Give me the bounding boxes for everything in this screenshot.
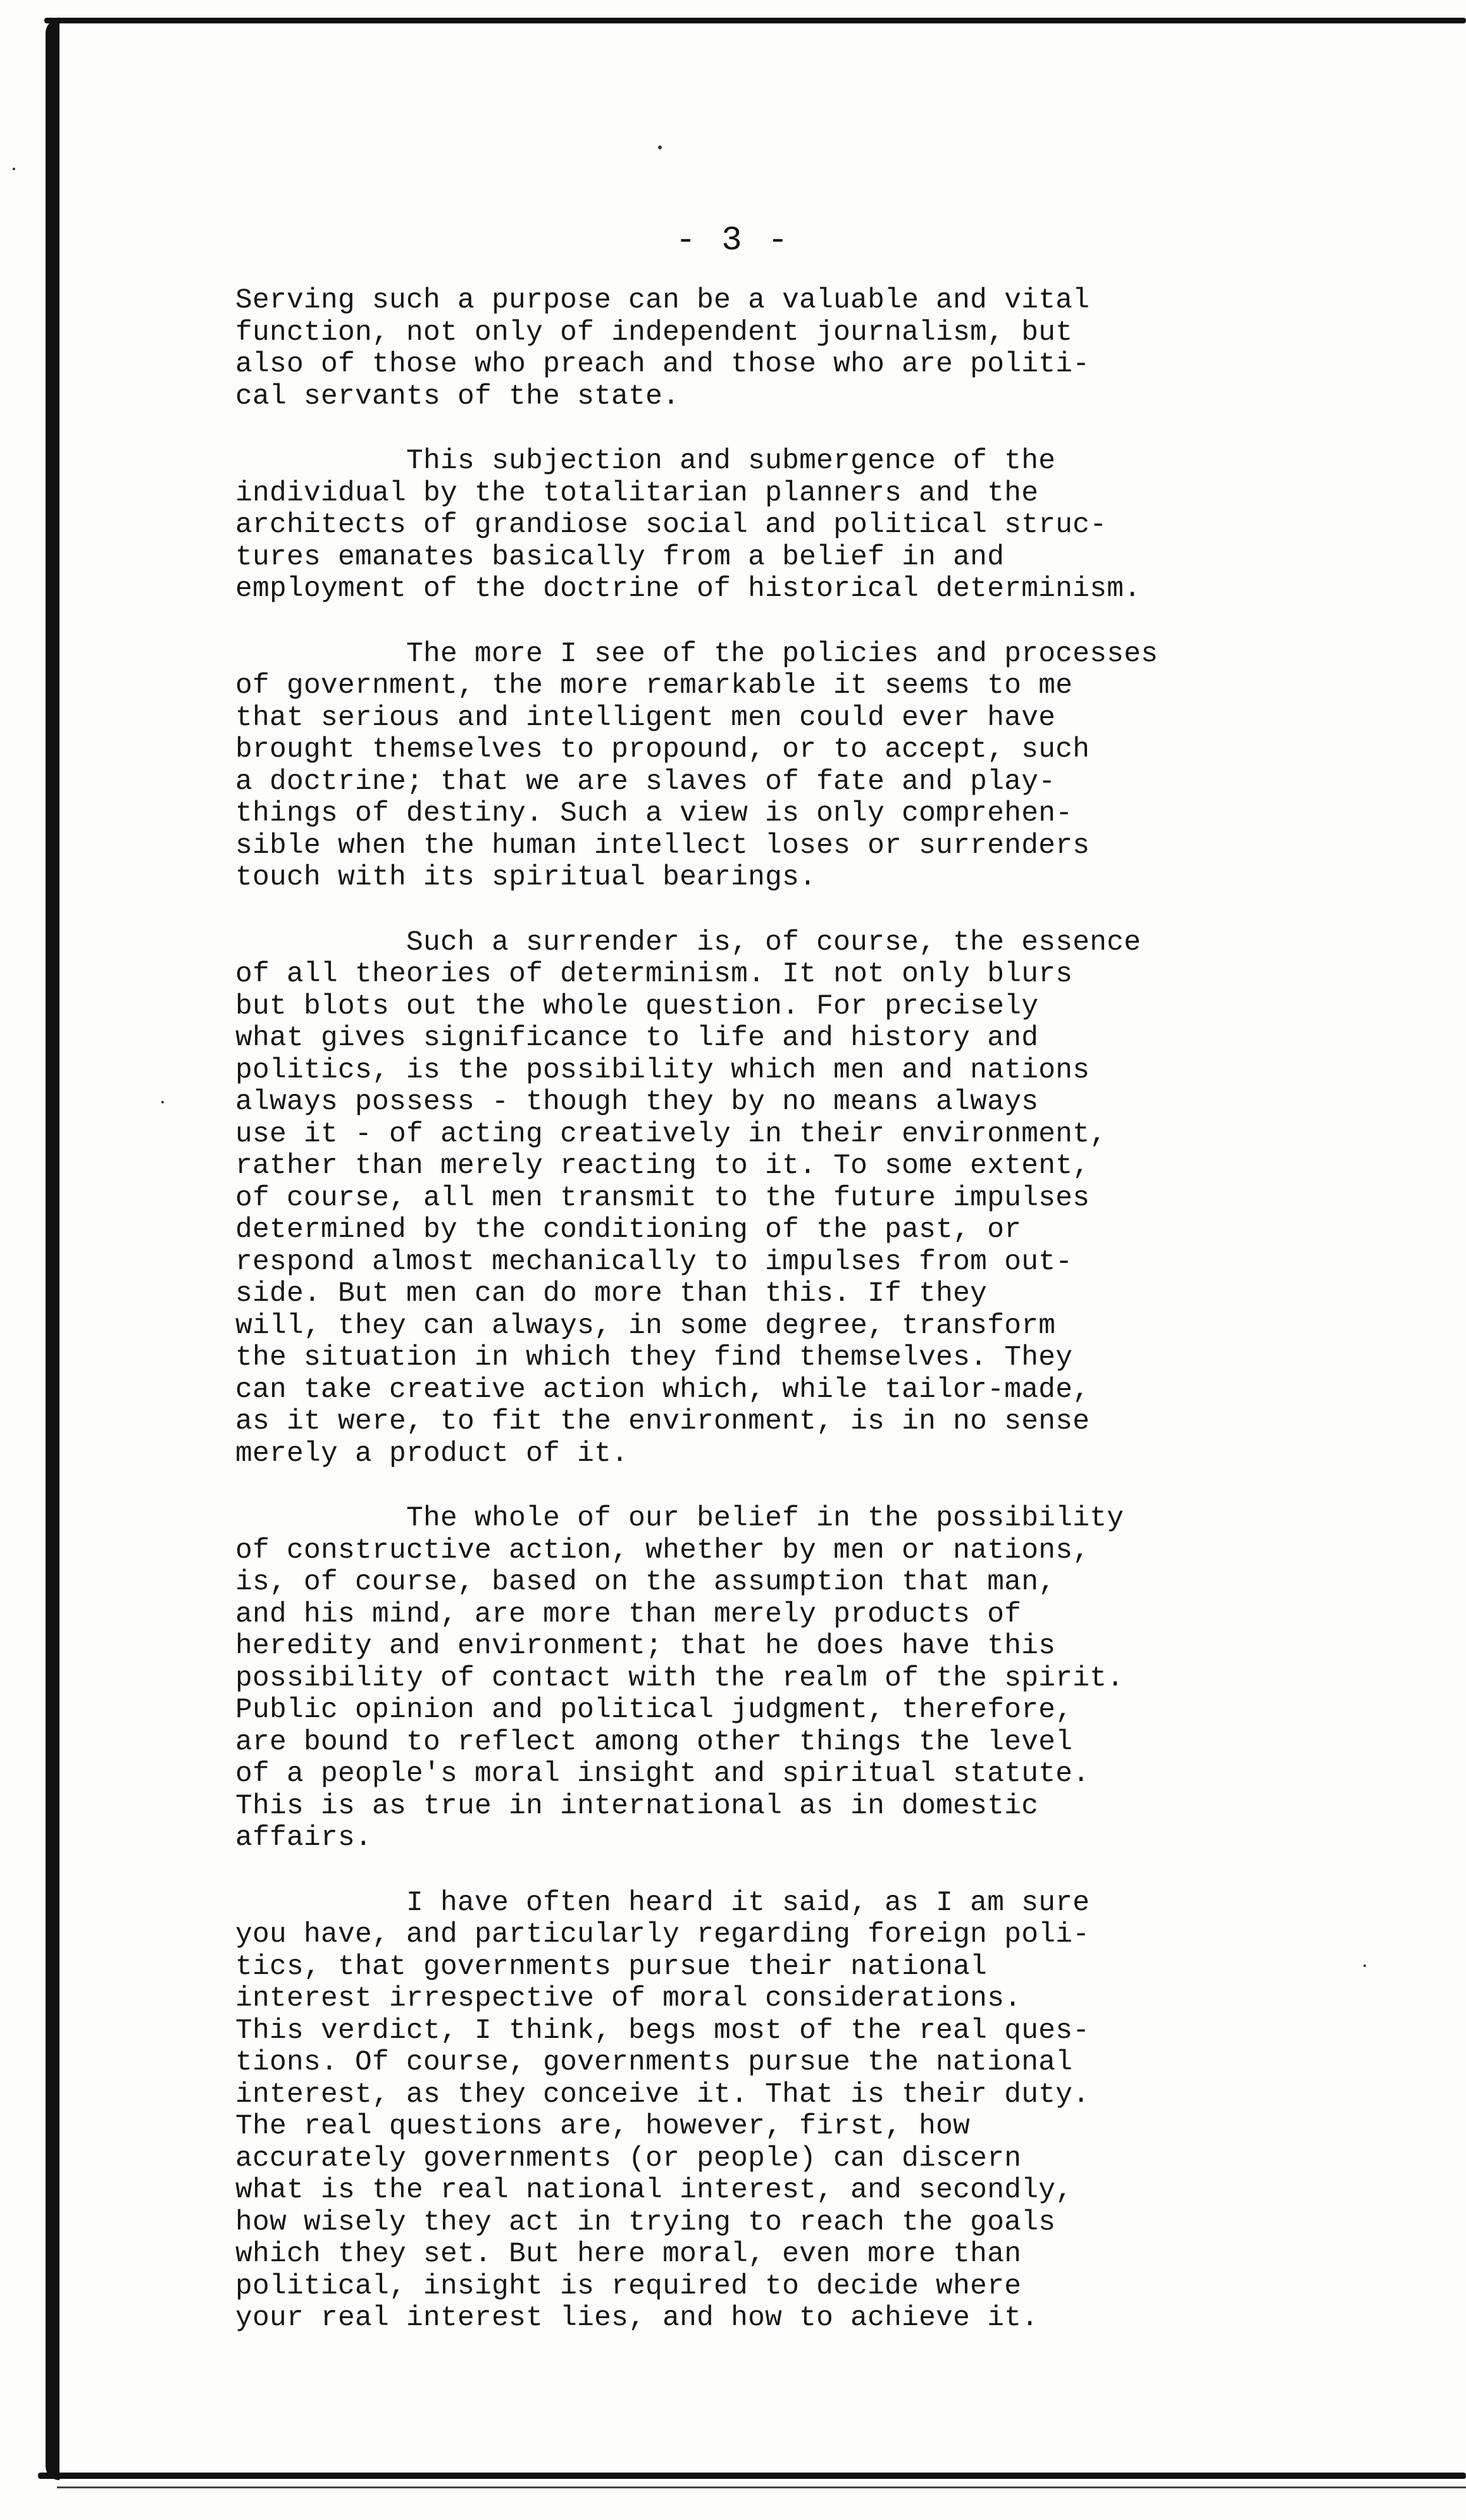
scan-speck — [13, 168, 15, 170]
text-line: interest irrespective of moral considerations. — [235, 1983, 1022, 2014]
text-line: politics, is the possibility which men and nations — [235, 1054, 1090, 1086]
scan-speck — [161, 1101, 164, 1103]
text-line: brought themselves to propound, or to accept, such — [235, 734, 1090, 766]
binder-spine — [46, 19, 59, 2480]
text-line: is, of course, based on the assumption that man, — [235, 1567, 1056, 1598]
text-line: Such a surrender is, of course, the essence — [235, 926, 1141, 959]
text-line: use it - of acting creatively in their environment, — [235, 1118, 1107, 1150]
text-line: sible when the human intellect loses or surrenders — [235, 829, 1090, 862]
text-line: cal servants of the state. — [235, 380, 680, 413]
scan-speck — [658, 146, 662, 149]
text-line: accurately governments (or people) can discern — [235, 2142, 1022, 2175]
text-line: touch with its spiritual bearings. — [235, 862, 817, 893]
text-line: function, not only of independent journalism, but — [235, 316, 1073, 349]
page-number: - 3 - — [675, 221, 791, 260]
body-text — [235, 285, 1273, 2368]
paragraph — [235, 927, 1273, 1470]
text-line: how wisely they act in trying to reach the goals — [235, 2206, 1056, 2238]
text-line: are bound to reflect among other things the level — [235, 1726, 1073, 1758]
text-line: I have often heard it said, as I am sure — [235, 1887, 1090, 1919]
paragraph — [235, 638, 1273, 894]
text-line: employment of the doctrine of historical determinism. — [235, 573, 1141, 605]
paragraph — [235, 285, 1273, 413]
text-line: Serving such a purpose can be a valuable and vital — [235, 285, 1090, 316]
text-line: the situation in which they find themselves. They — [235, 1342, 1073, 1374]
scan-speck — [1364, 1964, 1366, 1967]
text-line: individual by the totalitarian planners and the — [235, 477, 1039, 509]
text-line: a doctrine; that we are slaves of fate and play- — [235, 766, 1056, 798]
text-line: tics, that governments pursue their national — [235, 1951, 988, 1983]
binder-top-rule — [44, 18, 1466, 23]
text-line: architects of grandiose social and political struc- — [235, 509, 1107, 541]
text-line: as it were, to fit the environment, is in no sense — [235, 1406, 1090, 1437]
text-line: rather than merely reacting to it. To some extent, — [235, 1150, 1090, 1182]
paragraph — [235, 1503, 1273, 1854]
text-line: that serious and intelligent men could ever have — [235, 702, 1056, 734]
text-line: your real interest lies, and how to achieve it. — [235, 2302, 1039, 2334]
text-line: of a people's moral insight and spiritual statute. — [235, 1758, 1090, 1790]
text-line: possibility of contact with the realm of the spirit. — [235, 1662, 1124, 1694]
text-line: This is as true in international as in domestic — [235, 1790, 1039, 1822]
text-line: what gives significance to life and history and — [235, 1022, 1039, 1054]
text-line: but blots out the whole question. For precisely — [235, 990, 1039, 1022]
text-line: what is the real national interest, and secondly, — [235, 2175, 1073, 2206]
text-line: determined by the conditioning of the past, or — [235, 1214, 1022, 1246]
text-line: always possess - though they by no means always — [235, 1086, 1039, 1118]
text-line: of government, the more remarkable it seems to me — [235, 670, 1073, 702]
text-line: which they set. But here moral, even more than — [235, 2238, 1022, 2270]
text-line: The whole of our belief in the possibility — [235, 1503, 1124, 1534]
text-line: heredity and environment; that he does have this — [235, 1630, 1056, 1662]
text-line: also of those who preach and those who are politi- — [235, 349, 1090, 380]
text-line: Public opinion and political judgment, therefore, — [235, 1694, 1073, 1726]
text-line: side. But men can do more than this. If they — [235, 1278, 988, 1310]
text-line: political, insight is required to decide where — [235, 2270, 1022, 2302]
text-line: affairs. — [235, 1822, 373, 1854]
paragraph — [235, 445, 1273, 605]
text-line: The more I see of the policies and processes — [235, 638, 1159, 670]
text-line: things of destiny. Such a view is only comprehen- — [235, 798, 1073, 829]
text-line: tions. Of course, governments pursue the national — [235, 2047, 1073, 2078]
text-line: will, they can always, in some degree, transform — [235, 1310, 1056, 1342]
text-line: of all theories of determinism. It not only blurs — [235, 959, 1073, 990]
text-line: tures emanates basically from a belief in and — [235, 541, 1005, 573]
text-line: merely a product of it. — [235, 1437, 629, 1470]
text-line: can take creative action which, while tailor-made, — [235, 1374, 1090, 1406]
text-line: interest, as they conceive it. That is their duty. — [235, 2078, 1090, 2111]
binder-bottom-rule — [38, 2473, 1466, 2479]
binder-bottom-thin-rule — [57, 2486, 1466, 2488]
text-line: This subjection and submergence of the — [235, 445, 1056, 477]
text-line: of constructive action, whether by men or nations, — [235, 1534, 1090, 1567]
text-line: and his mind, are more than merely products of — [235, 1598, 1022, 1630]
paragraph — [235, 1887, 1273, 2335]
text-line: of course, all men transmit to the future impulses — [235, 1182, 1090, 1214]
text-line: The real questions are, however, first, how — [235, 2111, 971, 2142]
text-line: This verdict, I think, begs most of the real ques- — [235, 2014, 1090, 2047]
text-line: you have, and particularly regarding foreign poli- — [235, 1919, 1090, 1951]
text-line: respond almost mechanically to impulses from out- — [235, 1246, 1073, 1278]
